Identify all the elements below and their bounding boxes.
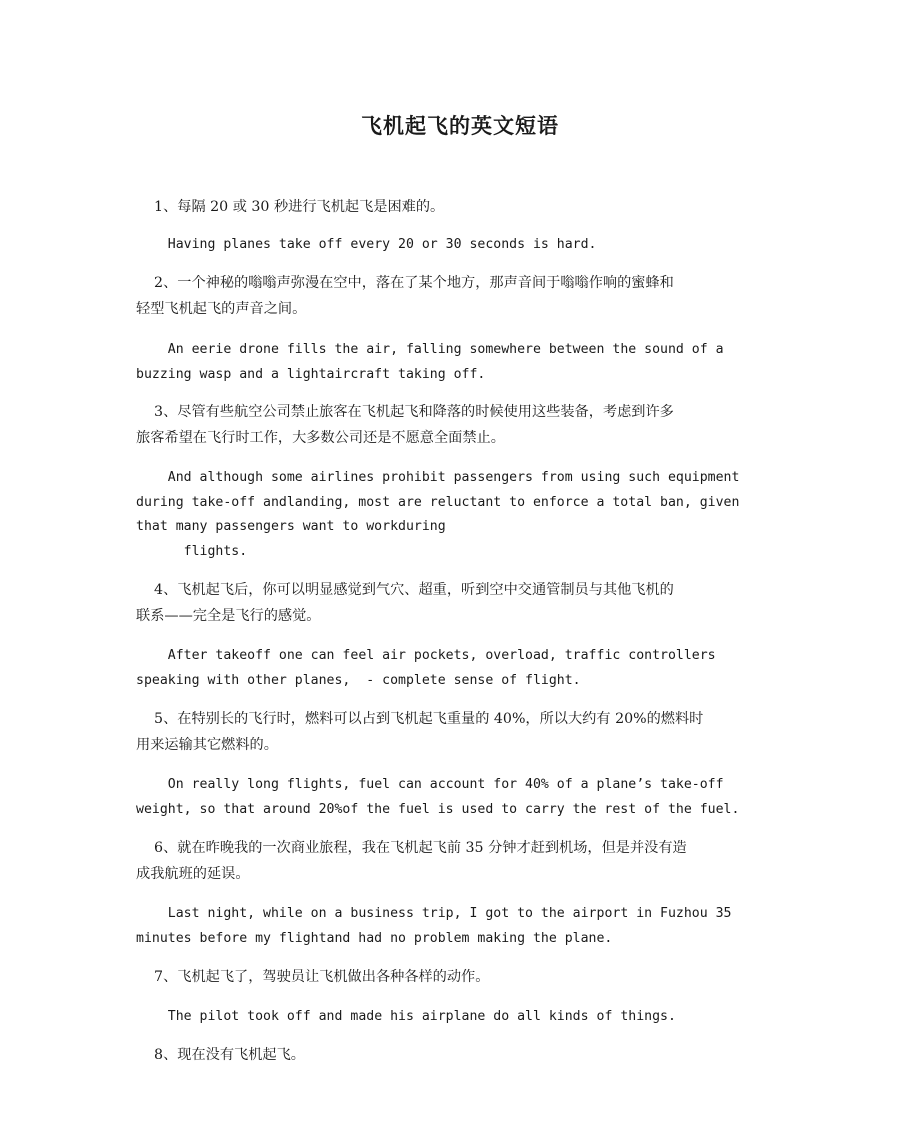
paragraph-2-en: An eerie drone fills the air, falling somewhere between the sound of a buzzing wasp and a lightaircraft taking off. bbox=[136, 342, 724, 382]
paragraph-4-zh: 4、飞机起飞后，你可以明显感觉到气穴、超重，听到空中交通管制员与其他飞机的 联系——完全是飞行的感觉。 bbox=[136, 582, 674, 624]
paragraph-5-zh: 5、在特别长的飞行时，燃料可以占到飞机起飞重量的 40%，所以大约有 20%的燃料时 用来运输其它燃料的。 bbox=[136, 711, 704, 753]
paragraph-2-zh: 2、一个神秘的嗡嗡声弥漫在空中，落在了某个地方，那声音间于嗡嗡作响的蜜蜂和 轻型飞机起飞的声音之间。 bbox=[136, 275, 674, 317]
paragraph-6-zh: 6、就在昨晚我的一次商业旅程，我在飞机起飞前 35 分钟才赶到机场，但是并没有造 成我航班的延误。 bbox=[136, 840, 687, 882]
paragraph-3-en: And although some airlines prohibit passengers from using such equipment during take-off andlanding, most are reluctant to enforce a total ban, given that many passengers want to workduring flights. bbox=[136, 470, 740, 559]
document-title: 飞机起飞的英文短语 bbox=[361, 113, 559, 138]
paragraph-7-en: The pilot took off and made his airplane do all kinds of things. bbox=[136, 1009, 676, 1024]
paragraph-1-zh: 1、每隔 20 或 30 秒进行飞机起飞是困难的。 bbox=[136, 199, 445, 215]
paragraph-4-en: After takeoff one can feel air pockets, overload, traffic controllers speaking with other planes, - complete sense of flight. bbox=[136, 648, 716, 688]
paragraph-8-zh: 8、现在没有飞机起飞。 bbox=[136, 1047, 305, 1063]
paragraph-6-en: Last night, while on a business trip, I got to the airport in Fuzhou 35 minutes before my flightand had no problem making the plane. bbox=[136, 906, 732, 946]
paragraph-3-zh: 3、尽管有些航空公司禁止旅客在飞机起飞和降落的时候使用这些装备，考虑到许多 旅客希望在飞行时工作，大多数公司还是不愿意全面禁止。 bbox=[136, 404, 674, 446]
paragraph-1-en: Having planes take off every 20 or 30 seconds is hard. bbox=[136, 237, 597, 252]
paragraph-7-zh: 7、飞机起飞了，驾驶员让飞机做出各种各样的动作。 bbox=[136, 969, 490, 985]
paragraph-5-en: On really long flights, fuel can account for 40% of a plane’s take-off weight, so that around 20%of the fuel is used to carry the rest of the fuel. bbox=[136, 777, 740, 817]
